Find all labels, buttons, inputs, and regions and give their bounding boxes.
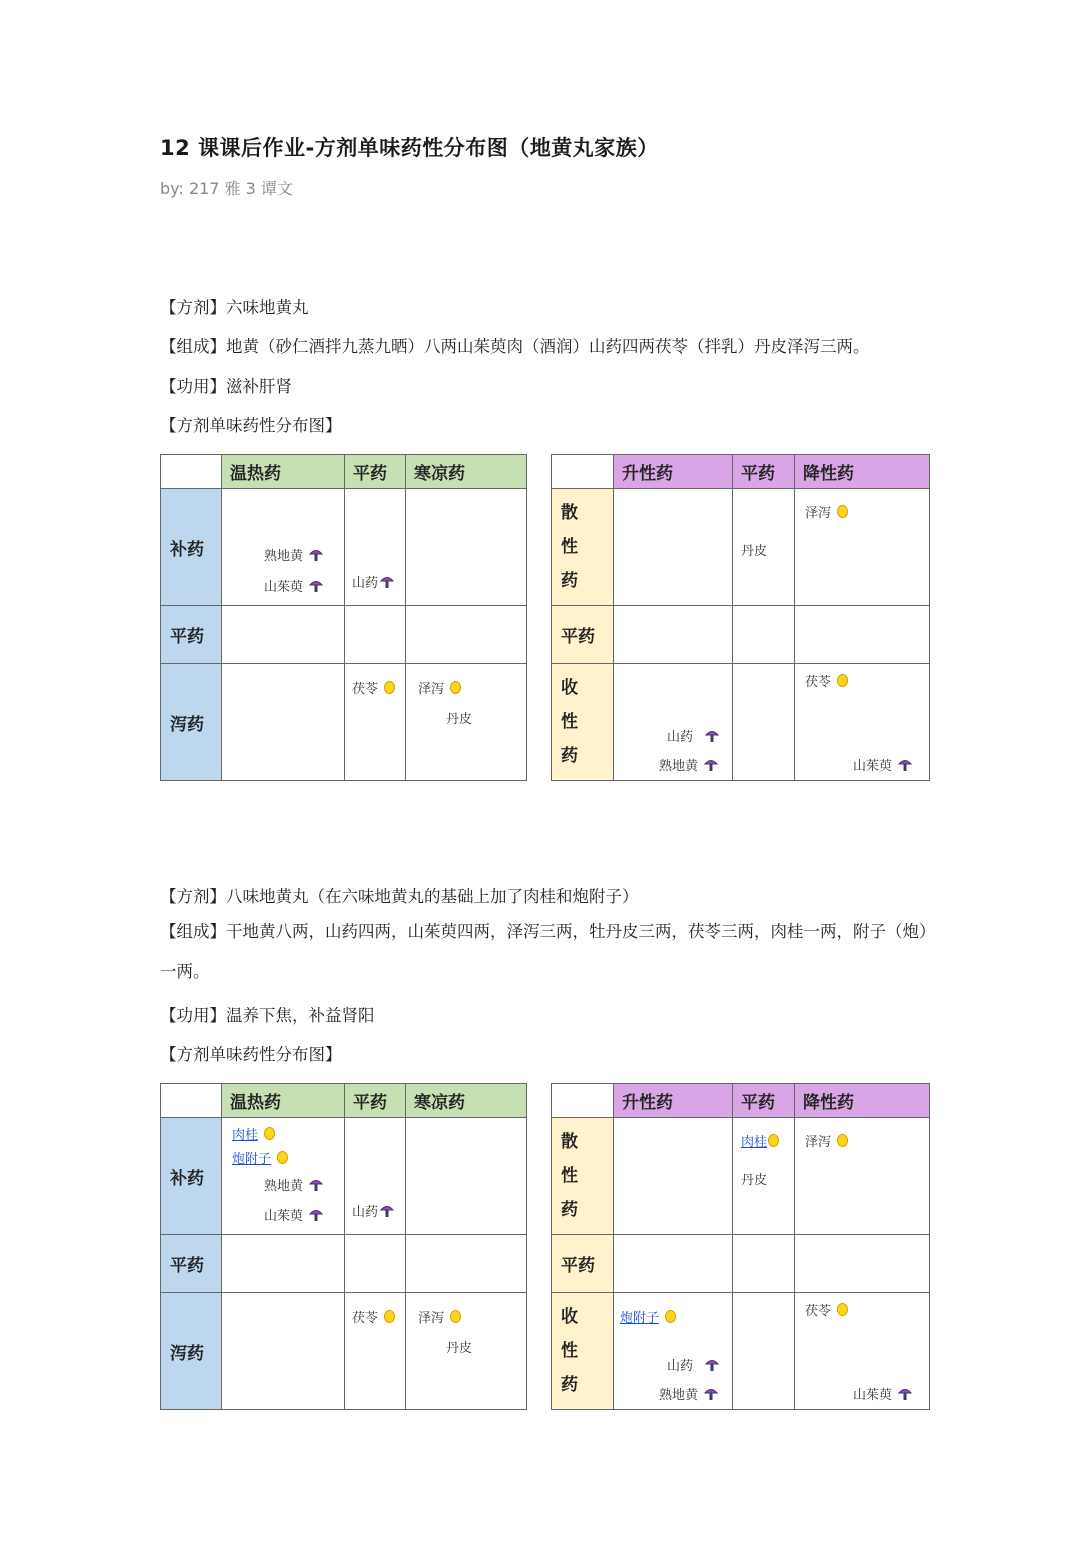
mushroom-icon — [309, 548, 323, 562]
cell-tonic-cool — [406, 489, 527, 606]
formula-name: 【方剂】八味地黄丸（在六味地黄丸的基础上加了肉桂和炮附子） — [160, 887, 639, 906]
cell-neutral-warm — [222, 606, 345, 664]
cell-purge-warm — [222, 664, 345, 781]
herb-entry — [741, 540, 767, 559]
cell-neutral-descending — [795, 606, 930, 664]
formula-function: 【功用】温养下焦，补益肾阳 — [160, 1006, 375, 1025]
herb-label[interactable]: 炮附子 — [232, 1152, 272, 1167]
herb-label[interactable]: 炮附子 — [620, 1311, 660, 1326]
herb-label: 熟地黄 — [659, 759, 699, 774]
herb-label: 山药 — [667, 1359, 694, 1374]
row-header-dispersing: 散性药 — [552, 489, 614, 606]
sun-icon — [837, 1303, 848, 1316]
chart-heading: 【方剂单味药性分布图】 — [160, 416, 342, 435]
corner-cell — [552, 455, 614, 489]
herb-label: 茯苓 — [352, 682, 379, 697]
cell-tonic-neutral — [345, 489, 406, 606]
byline: by: 217 雅 3 谭文 — [160, 179, 293, 198]
direction-grid — [551, 454, 930, 781]
mushroom-icon — [309, 579, 323, 593]
mushroom-icon — [380, 575, 394, 589]
mushroom-icon — [705, 1358, 719, 1372]
cell-tonic-warm — [222, 1118, 345, 1235]
sun-icon — [264, 1127, 275, 1140]
herb-label: 山药 — [667, 730, 694, 745]
corner-cell — [161, 455, 222, 489]
herb-entry — [805, 671, 848, 690]
sun-icon — [450, 1310, 461, 1323]
herb-entry — [264, 576, 323, 595]
cell-purge-neutral — [345, 1293, 406, 1410]
herb-label[interactable]: 肉桂 — [232, 1128, 259, 1143]
temperature-grid — [160, 1083, 527, 1410]
col-header-warm: 温热药 — [222, 455, 345, 489]
cell-dispersing-ascending — [614, 489, 733, 606]
corner-cell — [161, 1084, 222, 1118]
col-header-cool: 寒凉药 — [406, 455, 527, 489]
chart-heading: 【方剂单味药性分布图】 — [160, 1045, 342, 1064]
col-header-descending: 降性药 — [795, 1084, 930, 1118]
col-header-neutral: 平药 — [345, 455, 406, 489]
herb-label: 泽泻 — [805, 1135, 832, 1150]
mushroom-icon — [898, 758, 912, 772]
cell-neutral-ascending — [614, 606, 733, 664]
cell-tonic-cool — [406, 1118, 527, 1235]
sun-icon — [837, 1134, 848, 1147]
row-header-astringent: 收性药 — [552, 1293, 614, 1410]
cell-astringent-neutral — [733, 1293, 795, 1410]
sun-icon — [384, 681, 395, 694]
row-header-neutral: 平药 — [552, 606, 614, 664]
herb-label: 山药 — [352, 1205, 379, 1220]
row-header-neutral: 平药 — [161, 1235, 222, 1293]
herb-entry — [805, 1300, 848, 1319]
herb-entry — [659, 1384, 718, 1403]
col-header-warm: 温热药 — [222, 1084, 345, 1118]
col-header-neutral: 平药 — [733, 455, 795, 489]
col-header-neutral: 平药 — [733, 1084, 795, 1118]
row-header-astringent: 收性药 — [552, 664, 614, 781]
herb-link[interactable] — [232, 1148, 288, 1167]
row-header-purge: 泻药 — [161, 1293, 222, 1410]
corner-cell — [552, 1084, 614, 1118]
herb-entry — [418, 678, 461, 697]
herb-label: 泽泻 — [805, 506, 832, 521]
herb-label[interactable]: 肉桂 — [741, 1135, 768, 1150]
sun-icon — [837, 674, 848, 687]
cell-dispersing-ascending — [614, 1118, 733, 1235]
herb-link[interactable] — [741, 1131, 779, 1150]
herb-entry — [805, 1131, 848, 1150]
herb-entry — [264, 1205, 323, 1224]
herb-label: 茯苓 — [352, 1311, 379, 1326]
cell-neutral-neutral — [733, 1235, 795, 1293]
herb-entry — [853, 755, 912, 774]
herb-entry — [264, 1175, 323, 1194]
cell-astringent-neutral — [733, 664, 795, 781]
cell-dispersing-descending — [795, 1118, 930, 1235]
formula-function: 【功用】滋补肝肾 — [160, 377, 292, 396]
mushroom-icon — [704, 758, 718, 772]
col-header-neutral: 平药 — [345, 1084, 406, 1118]
col-header-descending: 降性药 — [795, 455, 930, 489]
cell-neutral-neutral — [733, 606, 795, 664]
herb-label: 山药 — [352, 576, 379, 591]
formula-composition: 【组成】干地黄八两，山药四两，山茱萸四两，泽泻三两，牡丹皮三两，茯苓三两，肉桂一两，附子（炮）一两。 — [160, 922, 928, 981]
herb-entry — [446, 708, 472, 727]
herb-entry — [805, 502, 848, 521]
mushroom-icon — [309, 1208, 323, 1222]
herb-label: 茯苓 — [805, 1304, 832, 1319]
cell-purge-cool — [406, 664, 527, 781]
herb-label: 丹皮 — [741, 1173, 768, 1188]
sun-icon — [665, 1310, 676, 1323]
row-header-tonic: 补药 — [161, 1118, 222, 1235]
cell-dispersing-neutral — [733, 1118, 795, 1235]
sun-icon — [277, 1151, 288, 1164]
herb-entry — [667, 726, 719, 745]
page-title: 12 课课后作业-方剂单味药性分布图（地黄丸家族） — [160, 136, 659, 160]
herb-label: 丹皮 — [741, 544, 768, 559]
cell-neutral-neutral — [345, 606, 406, 664]
cell-dispersing-neutral — [733, 489, 795, 606]
herb-entry — [352, 1307, 395, 1326]
herb-link[interactable] — [620, 1307, 676, 1326]
herb-entry — [352, 678, 395, 697]
herb-label: 山茱萸 — [264, 1209, 304, 1224]
cell-astringent-ascending — [614, 664, 733, 781]
row-header-dispersing: 散性药 — [552, 1118, 614, 1235]
herb-label: 熟地黄 — [264, 1179, 304, 1194]
herb-entry — [352, 572, 394, 591]
cell-astringent-descending — [795, 664, 930, 781]
col-header-ascending: 升性药 — [614, 455, 733, 489]
herb-entry — [667, 1355, 719, 1374]
mushroom-icon — [704, 1387, 718, 1401]
cell-tonic-warm — [222, 489, 345, 606]
direction-grid — [551, 1083, 930, 1410]
row-header-neutral: 平药 — [161, 606, 222, 664]
cell-dispersing-descending — [795, 489, 930, 606]
mushroom-icon — [898, 1387, 912, 1401]
herb-label: 熟地黄 — [659, 1388, 699, 1403]
mushroom-icon — [309, 1178, 323, 1192]
cell-purge-neutral — [345, 664, 406, 781]
formula-name: 【方剂】六味地黄丸 — [160, 298, 309, 317]
herb-label: 山茱萸 — [853, 759, 893, 774]
herb-entry — [264, 545, 323, 564]
herb-link[interactable] — [232, 1124, 275, 1143]
herb-entry — [446, 1337, 472, 1356]
herb-label: 丹皮 — [446, 1341, 473, 1356]
herb-label: 泽泻 — [418, 682, 445, 697]
cell-neutral-warm — [222, 1235, 345, 1293]
row-header-purge: 泻药 — [161, 664, 222, 781]
col-header-cool: 寒凉药 — [406, 1084, 527, 1118]
cell-purge-cool — [406, 1293, 527, 1410]
herb-entry — [418, 1307, 461, 1326]
col-header-ascending: 升性药 — [614, 1084, 733, 1118]
herb-entry — [741, 1169, 767, 1188]
herb-label: 山茱萸 — [264, 580, 304, 595]
mushroom-icon — [380, 1204, 394, 1218]
formula-composition: 【组成】地黄（砂仁酒拌九蒸九晒）八两山茱萸肉（酒润）山药四两茯苓（拌乳）丹皮泽泻三两。 — [160, 337, 870, 356]
sun-icon — [450, 681, 461, 694]
cell-purge-warm — [222, 1293, 345, 1410]
sun-icon — [837, 505, 848, 518]
cell-neutral-ascending — [614, 1235, 733, 1293]
cell-tonic-neutral — [345, 1118, 406, 1235]
cell-astringent-ascending — [614, 1293, 733, 1410]
herb-entry — [352, 1201, 394, 1220]
herb-label: 泽泻 — [418, 1311, 445, 1326]
cell-neutral-cool — [406, 1235, 527, 1293]
herb-label: 丹皮 — [446, 712, 473, 727]
cell-neutral-cool — [406, 606, 527, 664]
temperature-grid — [160, 454, 527, 781]
cell-neutral-descending — [795, 1235, 930, 1293]
cell-astringent-descending — [795, 1293, 930, 1410]
sun-icon — [384, 1310, 395, 1323]
row-header-neutral: 平药 — [552, 1235, 614, 1293]
mushroom-icon — [705, 729, 719, 743]
herb-entry — [659, 755, 718, 774]
sun-icon — [768, 1134, 779, 1147]
herb-label: 茯苓 — [805, 675, 832, 690]
herb-label: 熟地黄 — [264, 549, 304, 564]
herb-entry — [853, 1384, 912, 1403]
row-header-tonic: 补药 — [161, 489, 222, 606]
herb-label: 山茱萸 — [853, 1388, 893, 1403]
cell-neutral-neutral — [345, 1235, 406, 1293]
